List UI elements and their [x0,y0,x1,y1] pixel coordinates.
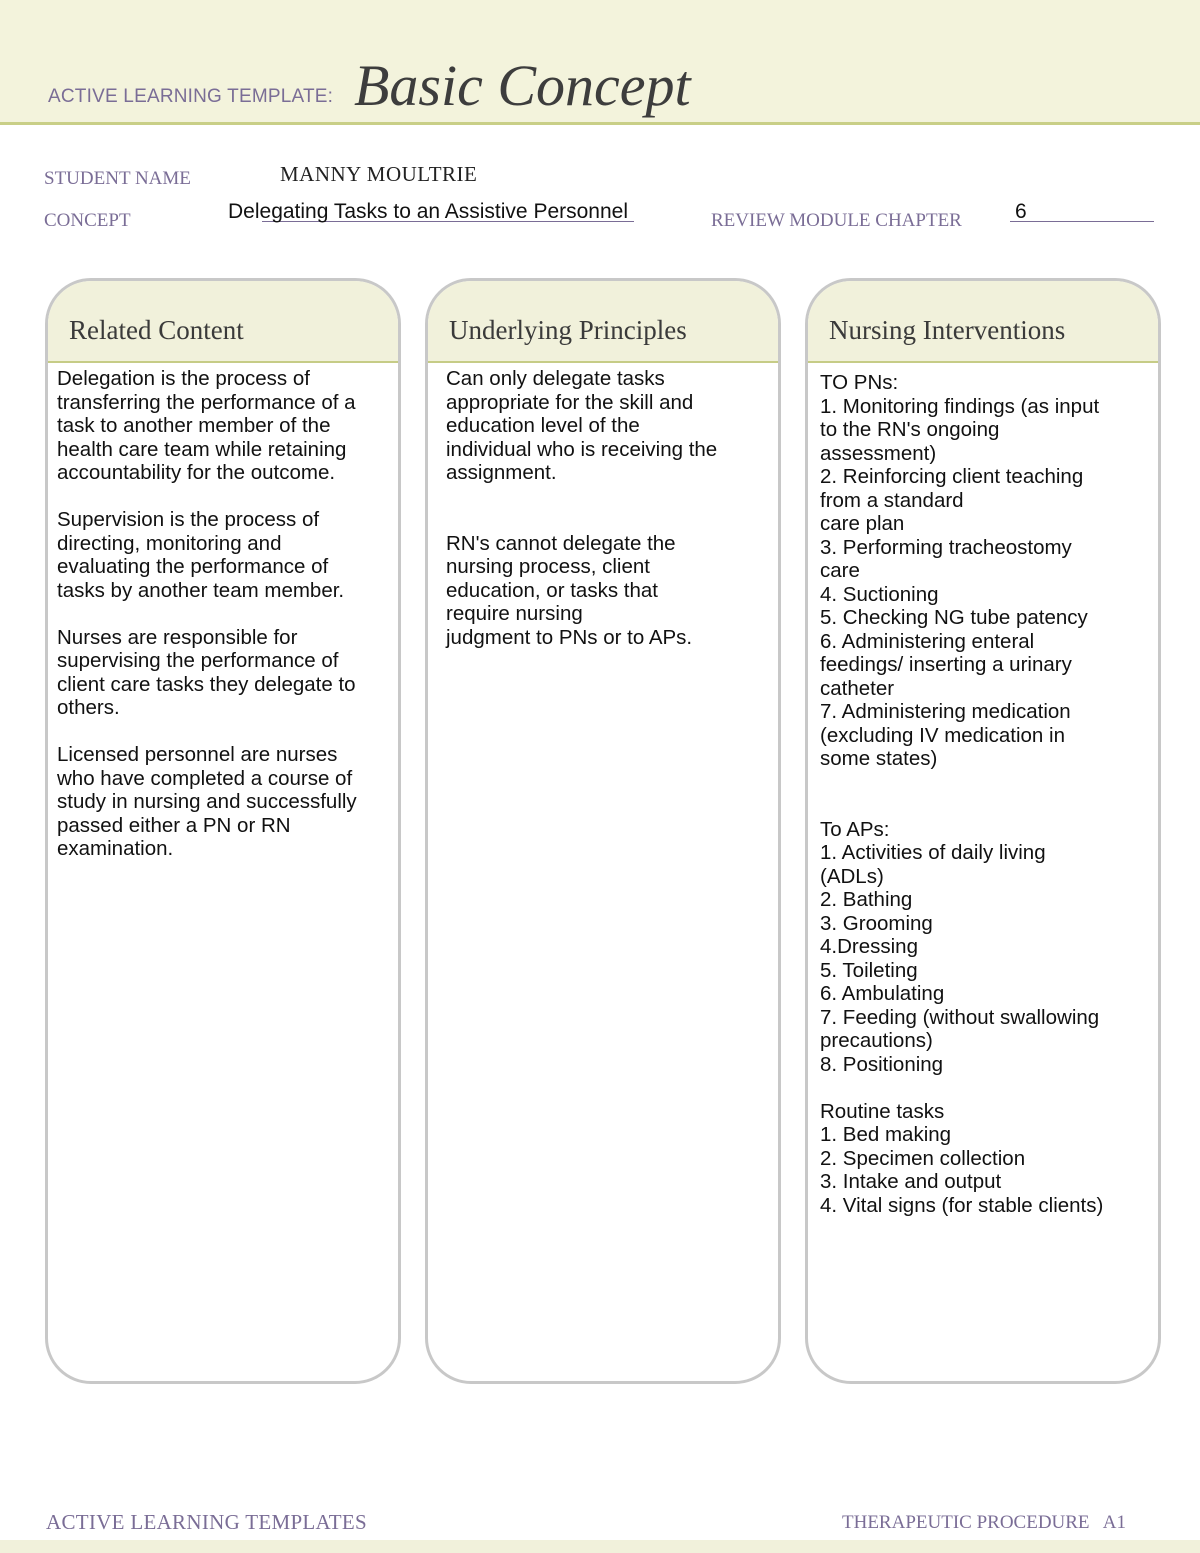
header-prefix: ACTIVE LEARNING TEMPLATE: [48,86,334,107]
student-name-value[interactable]: MANNY MOULTRIE [280,162,478,186]
panel-nursing-interventions [805,278,1161,1384]
panel-related-content [45,278,401,1384]
chapter-value[interactable]: 6 [1015,200,1027,223]
panel-title: Underlying Principles [428,281,778,363]
concept-label: CONCEPT [44,210,131,231]
panel-body[interactable]: Can only delegate tasks appropriate for the skill and education level of the individual who is receiving the assignment. RN's cannot delegate the nursing process, client education, or tasks that require nursing judgment to PNs or to APs. [446,367,718,649]
chapter-label: REVIEW MODULE CHAPTER [711,210,962,231]
student-name-label: STUDENT NAME [44,168,191,189]
panel-body[interactable]: TO PNs: 1. Monitoring findings (as input to the RN's ongoing assessment) 2. Reinforcing client teaching from a standard care plan 3. Performing tracheostomy care 4. Suctioning 5. Checking NG tube patency 6. Administering enteral feedings/ inserting a urinary catheter 7. Administering medication (excluding IV medication in some states) To APs: 1. Activities of daily living (ADLs) 2. Bathing 3. Grooming 4.Dressing 5. Toileting 6. Ambulating 7. Feeding (without swallowing precautions) 8. Positioning Routine tasks 1. Bed making 2. Specimen collection 3. Intake and output 4. Vital signs (for stable clients) [820,371,1104,1217]
page-title: Basic Concept [354,53,691,118]
footer-right: THERAPEUTIC PROCEDURE A1 [842,1512,1126,1533]
footer-band [0,1540,1200,1553]
header-band [0,0,1200,125]
footer-left: ACTIVE LEARNING TEMPLATES [46,1510,367,1534]
panel-title: Related Content [48,281,398,363]
concept-value[interactable]: Delegating Tasks to an Assistive Personnel [228,200,629,223]
panel-body[interactable]: Delegation is the process of transferring the performance of a task to another member of the health care team while retaining accountability for the outcome. Supervision is the process of directing, monitoring and evaluating the performance of tasks by another team member. Nurses are responsible for supervising the performance of client care tasks they delegate to others. Licensed personnel are nurses who have completed a course of study in nursing and successfully passed either a PN or RN examination. [57,367,357,860]
panel-underlying-principles [425,278,781,1384]
panel-title: Nursing Interventions [808,281,1158,363]
chapter-underline [1010,221,1154,222]
